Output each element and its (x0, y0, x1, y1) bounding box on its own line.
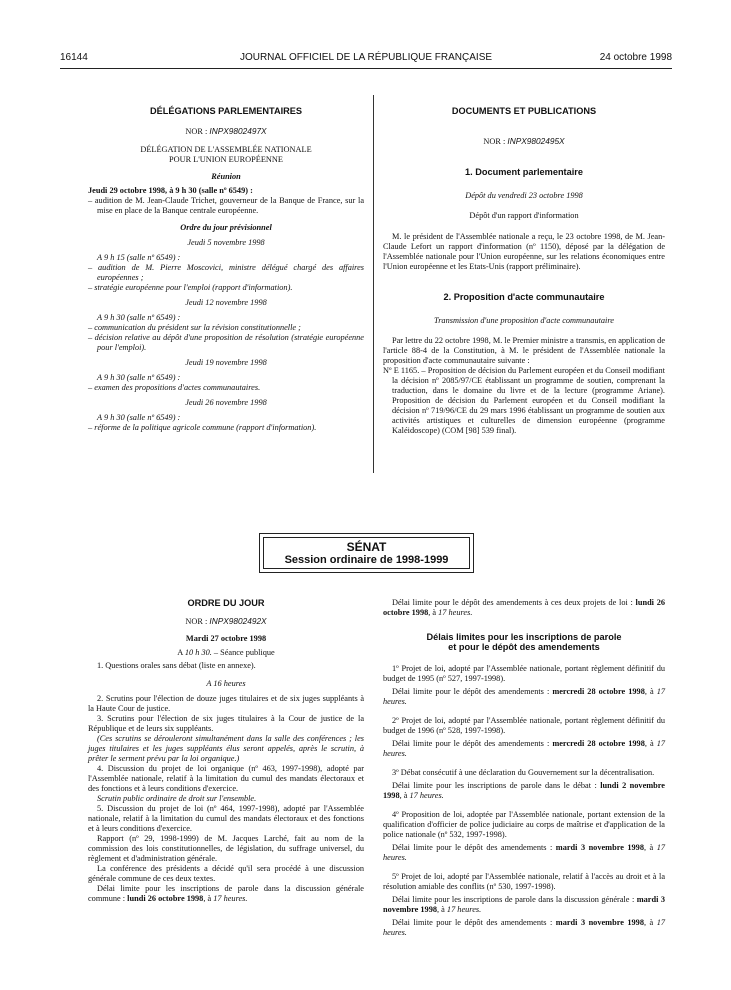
bill-item: 3º Débat consécutif à une déclaration du Gouvernement sur la décentralisation. (392, 768, 655, 777)
bill-item: 4º Proposition de loi, adoptée par l'Assemblée nationale, portant extension de la qualification d'officier de police judiciaire au corps de maîtrise et d'application de la police nationale (nº 532, 1997-1998). (383, 810, 665, 839)
section-title: Délais limites pour les inscriptions de parole (426, 632, 622, 642)
session-time: A 16 heures (206, 679, 246, 688)
bill-item: 2º Projet de loi, adopté par l'Assemblée nationale, portant règlement définitif du budget de 1996 (nº 528, 1997-1998). (383, 716, 665, 735)
conference-line: La conférence des présidents a décidé qu'il sera procédé à une discussion générale commune de ces deux textes. (88, 864, 364, 883)
senat-banner-inner (263, 537, 470, 569)
deadline-line: Délai limite pour le dépôt des amendements à ces deux projets de loi : lundi 26 octobre 1998, à 17 heures. (383, 598, 665, 617)
page-header (60, 52, 672, 66)
subsection-title: 2. Proposition d'acte communautaire (443, 292, 605, 302)
section-title-2: et pour le dépôt des amendements (448, 642, 600, 652)
agenda-date: Jeudi 12 novembre 1998 (185, 298, 267, 307)
agenda-point: 2. Scrutins pour l'élection de douze juges titulaires et de six juges suppléants à la Haute Cour de justice. (88, 694, 364, 713)
meeting-date: Jeudi 29 octobre 1998, à 9 h 30 (salle nº 6549) : (88, 186, 253, 195)
body-paragraph: M. le président de l'Assemblée nationale a reçu, le 23 octobre 1998, de M. Jean-Claude Lefort un rapport d'information (nº 1150), déposé par la délégation de l'Assemblée nationale pour l'Union européenne, sur les relations économiques entre l'Union européenne et les Etats-Unis (rapport préliminaire). (383, 232, 665, 271)
delegation-name-2: POUR L'UNION EUROPÉENNE (169, 155, 283, 164)
agenda-date: Jeudi 26 novembre 1998 (185, 398, 267, 407)
deadline-line: Délai limite pour le dépôt des amendements : mercredi 28 octobre 1998, à 17 heures. (383, 739, 666, 758)
session-time: A 10 h 30. – Séance publique (177, 648, 275, 657)
meeting-item: – audition de M. Jean-Claude Trichet, gouverneur de la Banque de France, sur la mise en place de la Banque centrale européenne. (88, 196, 364, 215)
agenda-time: A 9 h 30 (salle nº 6549) : (97, 313, 181, 322)
nor-reference: NOR : INPX9802492X (185, 616, 267, 626)
ordre-du-jour-section (88, 598, 364, 904)
senat-banner (259, 533, 474, 573)
agenda-point: 5. Discussion du projet de loi (nº 464, 1997-1998), adopté par l'Assemblée nationale, relatif à la limitation du cumul des mandats électoraux et des fonctions et à leurs conditions d'exercice. (88, 804, 364, 833)
agenda-item: – examen des propositions d'actes communautaires. (88, 383, 261, 392)
agenda-item: – décision relative au dépôt d'une proposition de résolution (stratégie européenne pour l'emploi). (88, 333, 364, 352)
documents-section (383, 106, 665, 436)
column-divider (373, 95, 374, 473)
issue-date: 24 octobre 1998 (599, 52, 672, 63)
subsection-heading: Dépôt d'un rapport d'information (469, 211, 579, 220)
deadline-line: Délai limite pour le dépôt des amendements : mardi 3 novembre 1998, à 17 heures. (383, 843, 666, 862)
deadline-line: Délai limite pour les inscriptions de parole dans la discussion générale : mardi 3 novembre 1998, à 17 heures. (383, 895, 665, 914)
agenda-note: Scrutin public ordinaire de droit sur l'ensemble. (97, 794, 257, 803)
agenda-time: A 9 h 15 (salle nº 6549) : (97, 253, 181, 262)
journal-title: JOURNAL OFFICIEL DE LA RÉPUBLIQUE FRANÇAISE (239, 52, 493, 63)
agenda-note: (Ces scrutins se dérouleront simultanément dans la salle des conférences ; les juges titulaires et les juges suppléants élus seront appelés, après le scrutin, à prêter le serment prévu par la loi organique.) (88, 734, 364, 763)
section-title: ORDRE DU JOUR (187, 598, 265, 608)
delegations-section (88, 106, 364, 433)
deadline-line: Délai limite pour le dépôt des amendements : mercredi 28 octobre 1998, à 17 heures. (383, 687, 666, 706)
agenda-time: A 9 h 30 (salle nº 6549) : (97, 413, 181, 422)
bill-item: 1º Projet de loi, adopté par l'Assemblée nationale, portant règlement définitif du budget de 1995 (nº 527, 1997-1998). (383, 664, 665, 683)
reunion-heading: Réunion (211, 172, 241, 181)
bill-item: 5º Projet de loi, adopté par l'Assemblée nationale, relatif à l'accès au droit et à la résolution amiable des conflits (nº 530, 1997-1998). (383, 872, 665, 891)
agenda-date: Jeudi 19 novembre 1998 (185, 358, 267, 367)
agenda-time: A 9 h 30 (salle nº 6549) : (97, 373, 181, 382)
deadline-line: Délai limite pour le dépôt des amendements : mardi 3 novembre 1998, à 17 heures. (383, 918, 666, 937)
agenda-item: – communication du président sur la révision constitutionnelle ; (88, 323, 301, 332)
section-title: DOCUMENTS ET PUBLICATIONS (451, 106, 597, 116)
senat-title: SÉNAT (346, 540, 387, 554)
act-item: Nº E 1165. – Proposition de décision du Parlement européen et du Conseil modifiant la décision nº 2085/97/CE établissant un programme de soutien, comprenant la traduction, dans le domaine du livre et de la lecture (programme Ariane). Proposition de décision du Parlement européen et du Conseil modifiant la décision nº 719/96/CE du 29 mars 1996 établissant un programme de soutien aux activités artistiques et culturelles de dimension européenne (programme Kaléidoscope) (COM [98] 539 final). (383, 366, 665, 435)
deadline-line: Délai limite pour les inscriptions de parole dans la discussion générale commune : lundi 26 octobre 1998, à 17 heures. (88, 884, 364, 903)
nor-reference: NOR : INPX9802495X (483, 136, 565, 146)
session-title: Session ordinaire de 1998-1999 (284, 554, 449, 566)
agenda-point: 3. Scrutins pour l'élection de six juges titulaires à la Cour de justice de la République et de leurs six suppléants. (88, 714, 364, 733)
nor-reference: NOR : INPX9802497X (185, 126, 267, 136)
page-number: 16144 (60, 52, 88, 63)
section-title: DÉLÉGATIONS PARLEMENTAIRES (149, 106, 303, 116)
deadline-line: Délai limite pour les inscriptions de parole dans le débat : lundi 2 novembre 1998, à 17 heures. (383, 781, 665, 800)
subsection-title: 1. Document parlementaire (465, 167, 583, 177)
agenda-item: – stratégie européenne pour l'emploi (rapport d'information). (88, 283, 293, 292)
report-line: Rapport (nº 29, 1998-1999) de M. Jacques Larché, fait au nom de la commission des lois constitutionnelles, de législation, du suffrage universel, du règlement et d'administration générale. (88, 834, 364, 863)
subsection-subtitle: Transmission d'une proposition d'acte communautaire (434, 316, 614, 325)
delegation-name: DÉLÉGATION DE L'ASSEMBLÉE NATIONALE (140, 145, 312, 154)
deadlines-section (383, 598, 665, 938)
body-paragraph: Par lettre du 22 octobre 1998, M. le Premier ministre a transmis, en application de l'article 88-4 de la Constitution, à M. le président de l'Assemblée nationale la proposition d'acte communautaire suivante : (383, 336, 665, 365)
header-rule (60, 68, 672, 69)
subsection-subtitle: Dépôt du vendredi 23 octobre 1998 (465, 191, 583, 200)
session-date: Mardi 27 octobre 1998 (185, 634, 267, 643)
agenda-item: – réforme de la politique agricole commune (rapport d'information). (88, 423, 317, 432)
agenda-point: 1. Questions orales sans débat (liste en annexe). (97, 661, 256, 670)
agenda-item: – audition de M. Pierre Moscovici, ministre délégué chargé des affaires européennes ; (88, 263, 364, 282)
agenda-title: Ordre du jour prévisionnel (180, 223, 272, 232)
agenda-point: 4. Discussion du projet de loi organique (nº 463, 1997-1998), adopté par l'Assemblée nationale, relatif à la limitation du cumul des mandats électoraux et des fonctions et à leurs conditions d'exercice. (88, 764, 364, 793)
agenda-date: Jeudi 5 novembre 1998 (187, 238, 265, 247)
